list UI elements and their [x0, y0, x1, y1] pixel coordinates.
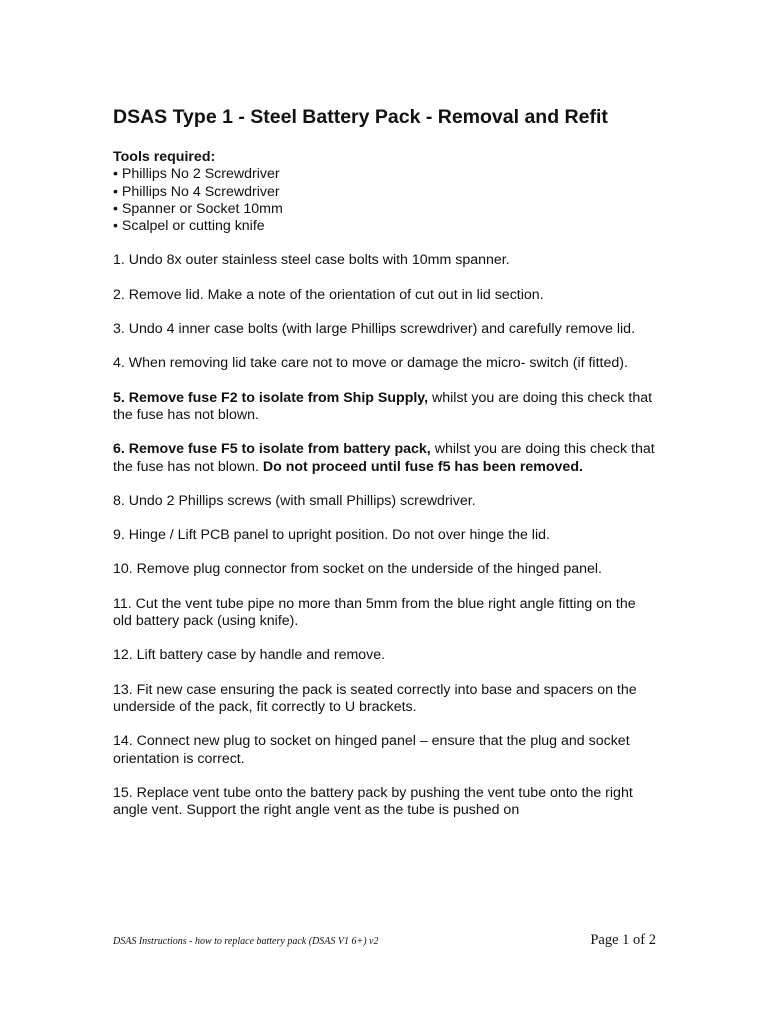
tools-list — [113, 166, 658, 235]
document-title: DSAS Type 1 - Steel Battery Pack - Removal and Refit — [113, 106, 608, 128]
footer-document-info: DSAS Instructions - how to replace battery pack (DSAS V1 6+) v2 — [113, 936, 379, 947]
tools-heading: Tools required: — [113, 149, 216, 165]
step-text: 11. Cut the vent tube pipe no more than 5mm from the blue right angle fitting on the old battery pack (using knife). — [113, 595, 636, 630]
tool-item: • Scalpel or cutting knife — [113, 218, 658, 235]
tool-item: • Phillips No 2 Screwdriver — [113, 166, 658, 183]
step-14 — [113, 733, 658, 768]
step-1 — [113, 252, 658, 269]
step-6 — [113, 441, 658, 476]
step-text: 3. Undo 4 inner case bolts (with large Phillips screwdriver) and carefully remove lid. — [113, 321, 636, 338]
tool-item: • Phillips No 4 Screwdriver — [113, 184, 658, 201]
step-text: whilst you are doing this check that the fuse has not blown. — [113, 441, 655, 475]
step-text: 1. Undo 8x outer stainless steel case bolts with 10mm spanner. — [113, 252, 510, 269]
page-number: Page 1 of 2 — [590, 932, 656, 948]
step-text: 9. Hinge / Lift PCB panel to upright position. Do not over hinge the lid. — [113, 527, 550, 544]
step-3 — [113, 321, 658, 338]
step-emphasis: 6. Remove fuse F5 to isolate from battery pack, — [113, 441, 431, 458]
step-12 — [113, 647, 658, 664]
step-text: 13. Fit new case ensuring the pack is seated correctly into base and spacers on the underside of the pack, fit correctly to U brackets. — [113, 681, 637, 715]
step-2 — [113, 287, 658, 304]
step-emphasis: 5. Remove fuse F2 to isolate from Ship Supply, — [113, 389, 429, 406]
step-9 — [113, 527, 658, 544]
step-text: 2. Remove lid. Make a note of the orientation of cut out in lid section. — [113, 286, 544, 303]
steps-list — [113, 252, 658, 819]
step-text: 8. Undo 2 Phillips screws (with small Phillips) screwdriver. — [113, 492, 476, 509]
step-text: 15. Replace vent tube onto the battery pack by pushing the vent tube onto the right angle vent. Support the right angle vent as the tube is pushed on — [113, 784, 633, 819]
step-8 — [113, 493, 658, 510]
step-text: 12. Lift battery case by handle and remove. — [113, 647, 386, 664]
tool-item: • Spanner or Socket 10mm — [113, 201, 658, 218]
step-text: 14. Connect new plug to socket on hinged panel – ensure that the plug and socket orientation is correct. — [113, 733, 630, 767]
step-5 — [113, 390, 658, 425]
step-text: 4. When removing lid take care not to move or damage the micro- switch (if fitted). — [113, 355, 628, 372]
step-10 — [113, 561, 658, 578]
step-15 — [113, 785, 658, 820]
step-warning: Do not proceed until fuse f5 has been removed. — [262, 458, 583, 475]
step-text: 10. Remove plug connector from socket on the underside of the hinged panel. — [113, 561, 602, 578]
step-text: whilst you are doing this check that the fuse has not blown. — [113, 389, 653, 423]
step-13 — [113, 682, 658, 717]
document-body — [113, 149, 658, 836]
step-11 — [113, 596, 658, 631]
step-4 — [113, 355, 658, 372]
